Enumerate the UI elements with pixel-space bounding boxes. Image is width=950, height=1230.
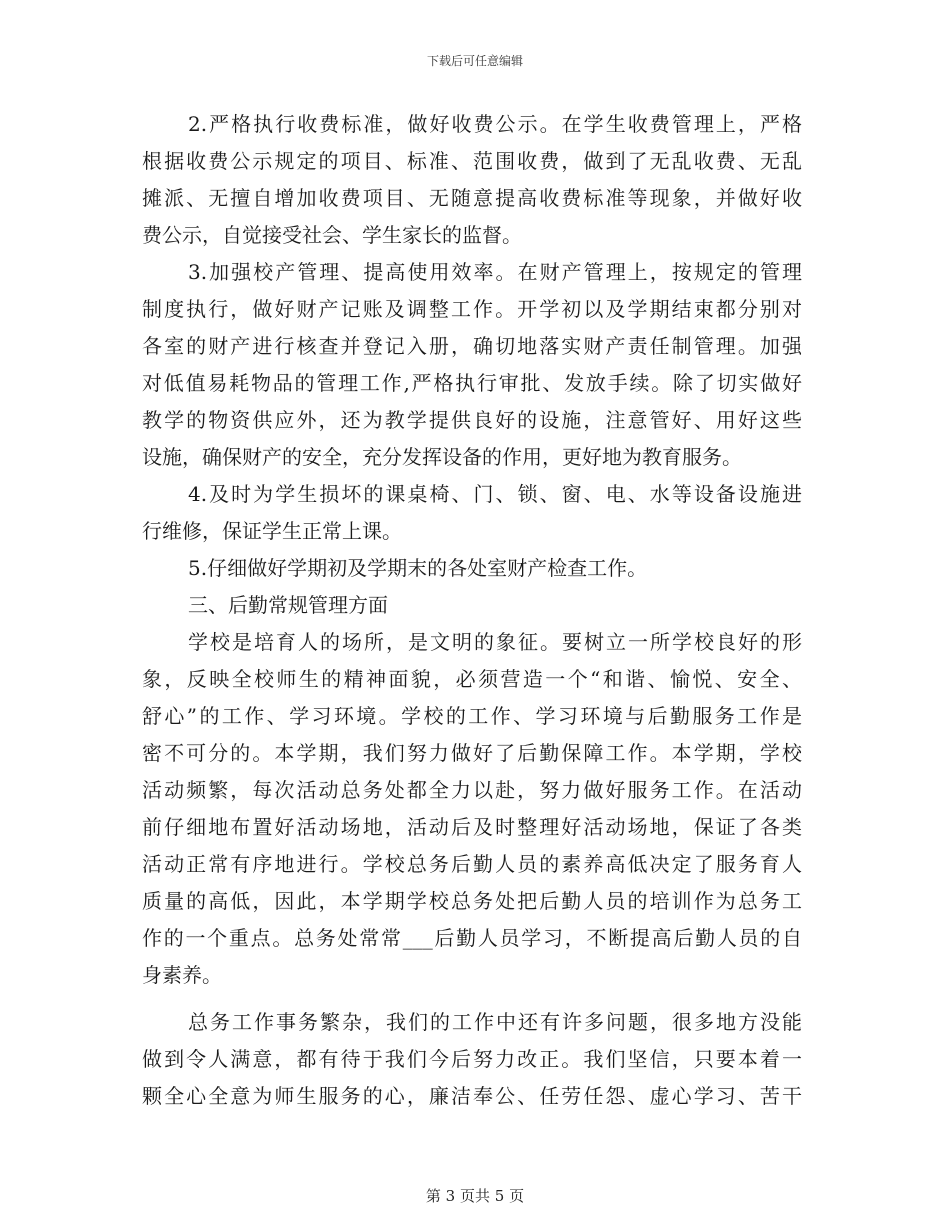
paragraph-line: 制度执行，做好财产记账及调整工作。开学初以及学期结束都分别对 bbox=[142, 297, 802, 321]
paragraph bbox=[142, 550, 802, 587]
paragraph-line: 设施，确保财产的安全，充分发挥设备的作用，更好地为教育服务。 bbox=[142, 445, 742, 469]
paragraph-line: 对低值易耗物品的管理工作,严格执行审批、发放手续。除了切实做好 bbox=[142, 371, 802, 395]
paragraph-line: 4.及时为学生损坏的课桌椅、门、锁、窗、电、水等设备设施进 bbox=[188, 482, 802, 506]
paragraph-line: 活动正常有序地进行。学校总务后勤人员的素养高低决定了服务育人 bbox=[142, 852, 802, 876]
document-body bbox=[142, 106, 802, 1115]
page-header: 下载后可任意编辑 bbox=[426, 54, 523, 68]
paragraph-line: 5.仔细做好学期初及学期末的各处室财产检查工作。 bbox=[188, 556, 648, 580]
paragraph-line: 象，反映全校师生的精神面貌，必须营造一个“和谐、愉悦、安全、 bbox=[142, 667, 802, 691]
paragraph-line: 舒心”的工作、学习环境。学校的工作、学习环境与后勤服务工作是 bbox=[142, 704, 802, 728]
paragraph bbox=[142, 624, 802, 994]
paragraph-line: 密不可分的。本学期，我们努力做好了后勤保障工作。本学期，学校 bbox=[142, 741, 802, 765]
page-number: 第 3 页共 5 页 bbox=[425, 1187, 525, 1205]
paragraph-line: 前仔细地布置好活动场地，活动后及时整理好活动场地，保证了各类 bbox=[142, 815, 802, 839]
paragraph-line: 总务工作事务繁杂，我们的工作中还有许多问题，很多地方没能 bbox=[188, 1010, 802, 1034]
paragraph-line: 教学的物资供应外，还为教学提供良好的设施，注意管好、用好这些 bbox=[142, 408, 802, 432]
paragraph-line: 三、后勤常规管理方面 bbox=[188, 593, 388, 617]
paragraph-line: 学校是培育人的场所，是文明的象征。要树立一所学校良好的形 bbox=[188, 630, 802, 654]
paragraph-line: 做到令人满意，都有待于我们今后努力改正。我们坚信，只要本着一 bbox=[142, 1047, 802, 1071]
paragraph bbox=[142, 106, 802, 254]
paragraph-line: 作的一个重点。总务处常常___后勤人员学习，不断提高后勤人员的自 bbox=[142, 926, 802, 950]
paragraph bbox=[142, 476, 802, 550]
paragraph bbox=[142, 254, 802, 476]
paragraph-line: 2.严格执行收费标准，做好收费公示。在学生收费管理上，严格 bbox=[188, 112, 802, 136]
paragraph bbox=[142, 587, 802, 624]
paragraph-line: 颗全心全意为师生服务的心，廉洁奉公、任劳任怨、虚心学习、苦干 bbox=[142, 1084, 802, 1108]
paragraph-line: 行维修，保证学生正常上课。 bbox=[142, 519, 402, 543]
paragraph-line: 根据收费公示规定的项目、标准、范围收费，做到了无乱收费、无乱 bbox=[142, 149, 802, 173]
paragraph-line: 3.加强校产管理、提高使用效率。在财产管理上，按规定的管理 bbox=[188, 260, 802, 284]
paragraph-line: 身素养。 bbox=[142, 963, 222, 987]
paragraph-line: 质量的高低，因此，本学期学校总务处把后勤人员的培训作为总务工 bbox=[142, 889, 802, 913]
paragraph bbox=[142, 1004, 802, 1115]
paragraph-line: 活动频繁，每次活动总务处都全力以赴，努力做好服务工作。在活动 bbox=[142, 778, 802, 802]
paragraph-line: 各室的财产进行核查并登记入册，确切地落实财产责任制管理。加强 bbox=[142, 334, 802, 358]
paragraph-line: 费公示，自觉接受社会、学生家长的监督。 bbox=[142, 223, 522, 247]
paragraph-line: 摊派、无擅自增加收费项目、无随意提高收费标准等现象，并做好收 bbox=[142, 186, 802, 210]
